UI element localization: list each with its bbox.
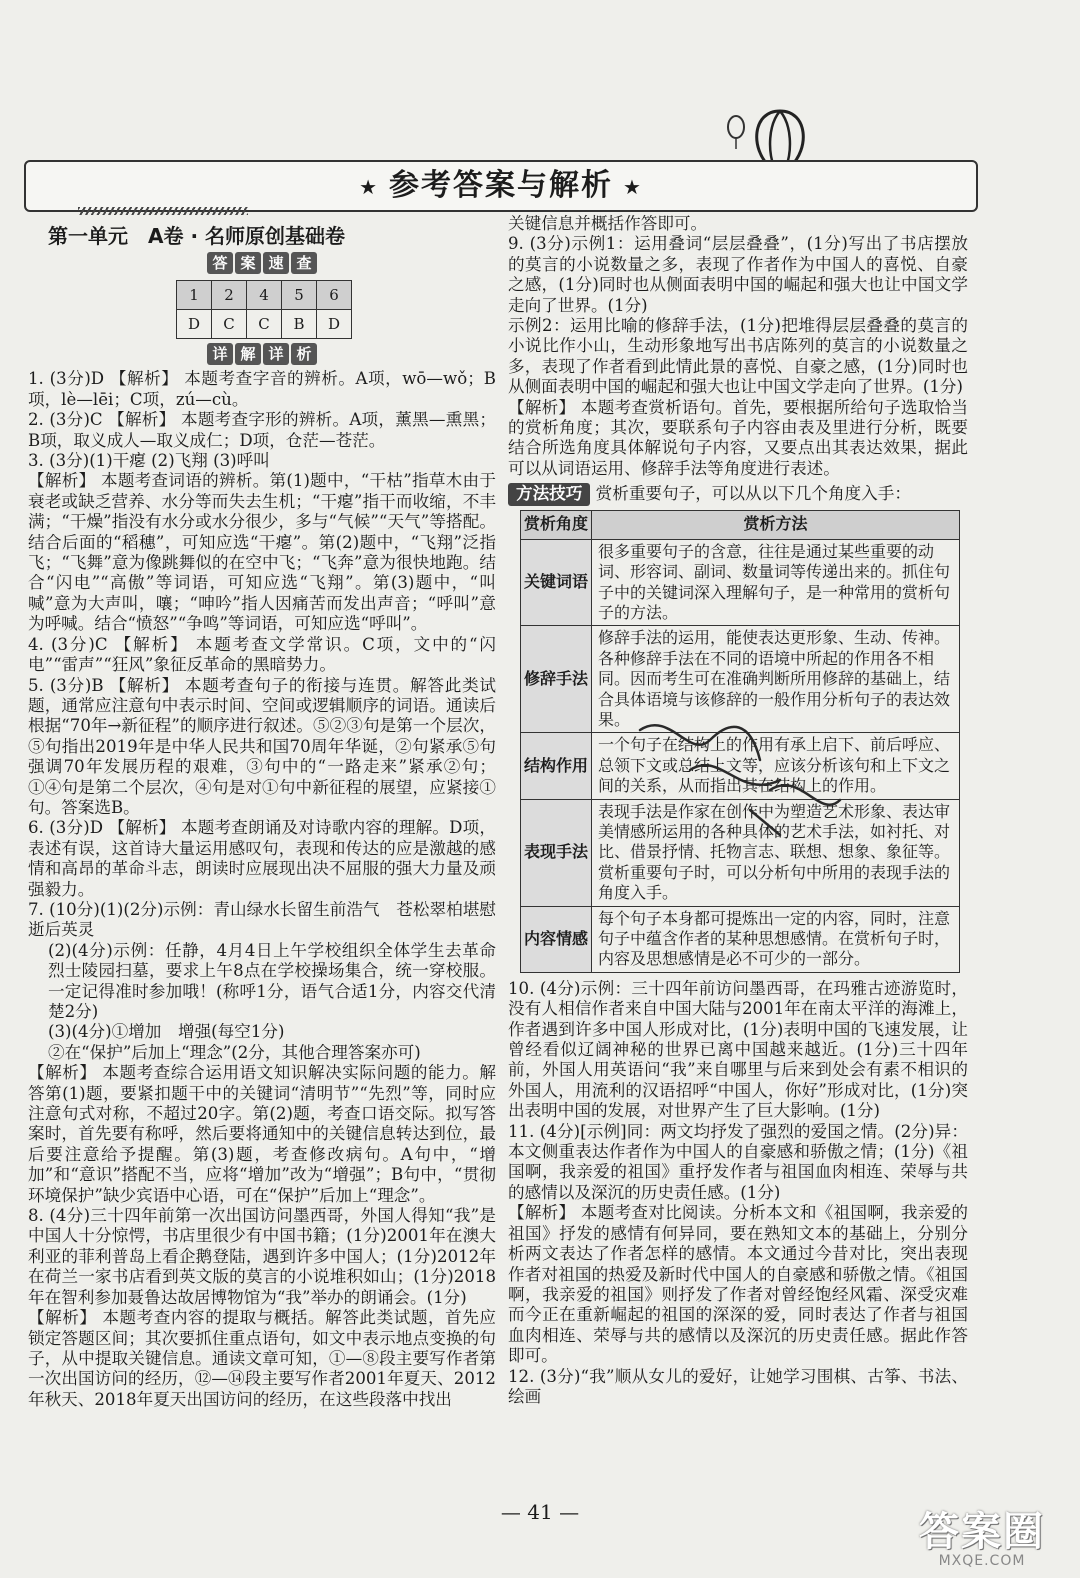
answer-table bbox=[176, 280, 352, 339]
method-key: 结构作用 bbox=[521, 733, 592, 799]
label-char: 析 bbox=[291, 343, 317, 365]
site-watermark bbox=[902, 1510, 1062, 1570]
answer-value: C bbox=[212, 310, 247, 339]
label-char: 详 bbox=[263, 343, 289, 365]
column-header: 赏析方法 bbox=[592, 510, 960, 539]
method-row bbox=[521, 539, 960, 626]
watermark-logo: 答案圈 bbox=[919, 1509, 1045, 1555]
answer-paragraph: 6. (3分)D 【解析】 本题考查朗诵及对诗歌内容的理解。D项，表述有误，这首诗大量运用感叹句，表现和传达的应是激越的感情和高昂的革命斗志，朗读时应展现出决不屈服的强大力量及顽强毅力。 bbox=[28, 818, 496, 899]
page-title bbox=[26, 162, 976, 210]
method-tips-heading bbox=[508, 483, 968, 505]
answer-paragraph: 10. (4分)示例：三十四年前访问墨西哥，在玛雅古迹游览时，没有人相信作者来自中国大陆与2001年在南太平洋的海滩上，作者遇到许多中国人形成对比，(1分)表明中国的飞速发展，让曾经看似辽阔神秘的世界已离中国越来越近。(1分)三十四年前，外国人用英语问“我”来自哪里与后来到处会有素不相识的外国人，用流利的汉语招呼“中国人，你好”形成对比，(1分)突出表明中国的发展，对世界产生了巨大影响。(1分) bbox=[508, 978, 968, 1121]
title-text: 参考答案与解析 bbox=[389, 168, 613, 203]
star-icon: ★ bbox=[359, 174, 379, 199]
detail-label bbox=[28, 343, 496, 365]
method-key: 内容情感 bbox=[521, 906, 592, 972]
answer-paragraph: 1. (3分)D 【解析】 本题考查字音的辨析。A项，wō—wǒ；B项，lè—lēi；C项，zú—cù。 bbox=[28, 369, 496, 409]
method-desc: 每个句子本身都可提炼出一定的内容，同时，注意句子中蕴含作者的某种思想感情。在赏析句子时，内容及思想感情是必不可少的一部分。 bbox=[592, 906, 960, 972]
answer-paragraph: 7. (10分)(1)(2分)示例：青山绿水长留生前浩气 苍松翠柏堪慰逝后英灵 bbox=[28, 899, 496, 940]
answer-paragraph: 5. (3分)B 【解析】 本题考查句子的衔接与连贯。解答此类试题，通常应注意句中表示时间、空间或逻辑顺序的词语。通读后根据“70年→新征程”的顺序进行叙述。⑤②③句是第一个层次，⑤句指出2019年是中华人民共和国70周年华诞，②句紧承⑤句强调70年发展历程的艰难，③句中的“一路走来”紧承②句；①④句是第二个层次，④句是对①句中新征程的展望，应紧接①句。答案选B。 bbox=[28, 675, 496, 817]
analysis-paragraph: 【解析】 本题考查对比阅读。分析本文和《祖国啊，我亲爱的祖国》抒发的感情有何异同，要在熟知文本的基础上，分别分析两文表达了作者怎样的感情。本文通过今昔对比，突出表现作者对祖国的热爱及新时代中国人的自豪感和骄傲之情。《祖国啊，我亲爱的祖国》则抒发了作者对曾经饱经风霜、深受灾难而今正在重新崛起的祖国的深深的爱，同时表达了作者与祖国血肉相连、荣辱与共的感情以及深沉的历史责任感。据此作答即可。 bbox=[508, 1203, 968, 1366]
answer-paragraph: 12. (3分)“我”顺从女儿的爱好，让她学习围棋、古筝、书法、绘画 bbox=[508, 1366, 968, 1406]
section-header bbox=[24, 160, 978, 212]
answer-paragraph: 3. (3分)(1)干瘪 (2)飞翔 (3)呼叫 bbox=[28, 451, 270, 471]
analysis-paragraph: 【解析】 本题考查内容的提取与概括。解答此类试题，首先应锁定答题区间；其次要抓住重点语句，如文中表示地点变换的句子，从中提取关键信息。通读文章可知，①—⑧段主要写作者第一次出国访问的经历，⑫—⑭段主要写作者2001年夏天、2012年秋天、2018年夏天出国访问的经历，在这些段落中找出 bbox=[28, 1308, 496, 1409]
label-char: 案 bbox=[235, 252, 261, 274]
question-number: 2 bbox=[212, 281, 247, 310]
method-key: 修辞手法 bbox=[521, 626, 592, 733]
answer-paragraph: 8. (4分)三十四年前第一次出国访问墨西哥，外国人得知“我”是中国人十分惊愕，书店里很少有中国书籍；(1分)2001年在澳大利亚的菲利普岛上看企鹅登陆，遇到许多中国人；(1分)2012年在荷兰一家书店看到英文版的莫言的小说堆积如山；(1分)2018年在智利参加聂鲁达故居博物馆为“我”举办的朗诵会。(1分) bbox=[28, 1206, 496, 1307]
question-number: 1 bbox=[177, 281, 212, 310]
method-row bbox=[521, 626, 960, 733]
method-tips-intro: 赏析重要句子，可以从以下几个角度入手： bbox=[595, 484, 911, 504]
question-number: 4 bbox=[247, 281, 282, 310]
method-key: 关键词语 bbox=[521, 539, 592, 626]
method-row bbox=[521, 733, 960, 799]
answer-paragraph: 关键信息并概括作答即可。 bbox=[508, 214, 708, 233]
left-column bbox=[28, 214, 496, 1410]
answer-paragraph: 4. (3分)C 【解析】 本题考查文学常识。C项，文中的“闪电”“雷声”“狂风”象征反革命的黑暗势力。 bbox=[28, 634, 496, 675]
method-table bbox=[520, 510, 960, 973]
column-header: 赏析角度 bbox=[521, 510, 592, 539]
answer-paragraph: 示例2：运用比喻的修辞手法，(1分)把堆得层层叠叠的莫言的小说比作小山，生动形象地写出书店陈列的莫言的小说数量之多，表现了作者看到此情此景的喜悦、自豪之感，(1分)同时也从侧面表明中国的崛起和强大也让中国文学走向了世界。(1分) bbox=[508, 316, 968, 397]
method-tips-label: 方法技巧 bbox=[508, 483, 590, 505]
method-row bbox=[521, 906, 960, 972]
answer-paragraph: 2. (3分)C 【解析】 本题考查字形的辨析。A项，薰黑—熏黑；B项，取义成人—取义成仁；D项，仓茫—苍茫。 bbox=[28, 410, 496, 450]
quick-answer-label bbox=[28, 252, 496, 274]
page-number: — 41 — bbox=[500, 1500, 580, 1524]
method-desc: 很多重要句子的含意，往往是通过某些重要的动词、形容词、副词、数量词等传递出来的。抓住句子中的关键词深入理解句子，是一种常用的赏析句子的方法。 bbox=[592, 539, 960, 626]
method-desc: 修辞手法的运用，能使表达更形象、生动、传神。各种修辞手法在不同的语境中所起的作用各不相同。因而考生可在准确判断所用修辞的基础上，结合具体语境与该修辞的一般作用分析句子的表达效果。 bbox=[592, 626, 960, 733]
analysis-paragraph: 【解析】 本题考查赏析语句。首先，要根据所给句子选取恰当的赏析角度；其次，要联系句子内容由表及里进行分析，既要结合所选角度具体解说句子内容，又要点出其表达效果，据此可以从词语运用、修辞手法等角度进行表述。 bbox=[508, 397, 968, 478]
analysis-paragraph: 【解析】 本题考查综合运用语文知识解决实际问题的能力。解答第(1)题，要紧扣题干中的关键词“清明节”“先烈”等，同时应注意句式对称，不超过20字。第(2)题，考查口语交际。拟写答案时，首先要有称呼，然后要将通知中的关键信息转达到位，最后要注意给予提醒。第(3)题，考查修改病句。A句中，“增加”和“意识”搭配不当，应将“增加”改为“增强”；B句中，“贯彻环境保护”缺少宾语中心语，可在“保护”后加上“理念”。 bbox=[28, 1063, 496, 1205]
answer-paragraph: (2)(4分)示例：任静，4月4日上午学校组织全体学生去革命烈士陵园扫墓，要求上午8点在学校操场集合，统一穿校服。一定记得准时参加哦！(称呼1分，语气合适1分，内容交代清楚2分) bbox=[48, 940, 496, 1021]
question-number: 5 bbox=[282, 281, 317, 310]
method-desc: 一个句子在结构上的作用有承上启下、前后呼应、总领下文或总结上文等，应该分析该句和上下文之间的关系，从而指出其在结构上的作用。 bbox=[592, 733, 960, 799]
question-number: 6 bbox=[317, 281, 352, 310]
unit-title: 第一单元 A卷 · 名师原创基础卷 bbox=[48, 224, 346, 248]
watermark-url: MXQE.COM bbox=[938, 1553, 1026, 1569]
answer-value: D bbox=[177, 310, 212, 339]
label-char: 速 bbox=[263, 252, 289, 274]
method-row bbox=[521, 799, 960, 906]
label-char: 答 bbox=[207, 252, 233, 274]
method-desc: 表现手法是作家在创作中为塑造艺术形象、表达审美情感所运用的各种具体的艺术手法，如衬托、对比、借景抒情、托物言志、联想、想象、象征等。赏析重要句子时，可以分析句中所用的表现手法的角度入手。 bbox=[592, 799, 960, 906]
right-column bbox=[508, 214, 968, 1407]
answer-value: B bbox=[282, 310, 317, 339]
analysis-paragraph: 【解析】 本题考查词语的辨析。第(1)题中，“干枯”指草木由于衰老或缺乏营养、水分等而失去生机；“干瘪”指干而收缩，不丰满；“干燥”指没有水分或水分很少，多与“气候”“天气”等搭配。结合后面的“稻穗”，可知应选“干瘪”。第(2)题中，“飞翔”泛指飞；“飞舞”意为像跳舞似的在空中飞；“飞奔”意为很快地跑。结合“闪电”“高傲”等词语，可知应选“飞翔”。第(3)题中，“叫喊”意为大声叫，嚷；“呻吟”指人因痛苦而发出声音；“呼叫”意为呼喊。结合“愤怒”“争鸣”等词语，可知应选“呼叫”。 bbox=[28, 471, 496, 634]
label-char: 解 bbox=[235, 343, 261, 365]
answer-numbers-row bbox=[177, 281, 352, 310]
answer-value: C bbox=[247, 310, 282, 339]
answer-value: D bbox=[317, 310, 352, 339]
label-char: 查 bbox=[291, 252, 317, 274]
answer-paragraph: (3)(4分)①增加 增强(每空1分) bbox=[48, 1022, 285, 1042]
answer-paragraph: 11. (4分)[示例]同：两文均抒发了强烈的爱国之情。(2分)异：本文侧重表达作者作为中国人的自豪感和骄傲之情；(1分)《祖国啊，我亲爱的祖国》重抒发作者与祖国血肉相连、荣辱与共的感情以及深沉的历史责任感。(1分) bbox=[508, 1121, 968, 1202]
answer-paragraph: 9. (3分)示例1：运用叠词“层层叠叠”，(1分)写出了书店摆放的莫言的小说数量之多，表现了作者作为中国人的喜悦、自豪之感，(1分)同时也从侧面表明中国的崛起和强大也让中国文学走向了世界。(1分) bbox=[508, 234, 968, 315]
answer-values-row bbox=[177, 310, 352, 339]
label-char: 详 bbox=[207, 343, 233, 365]
method-key: 表现手法 bbox=[521, 799, 592, 906]
answer-paragraph: ②在“保护”后加上“理念”(2分，其他合理答案亦可) bbox=[48, 1042, 421, 1062]
method-table-header bbox=[521, 510, 960, 539]
star-icon: ★ bbox=[623, 174, 643, 199]
